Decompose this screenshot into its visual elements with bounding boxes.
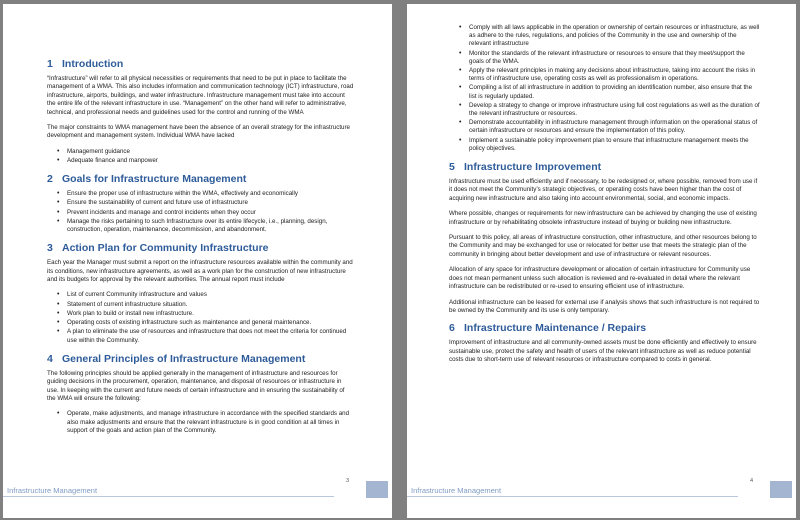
section-title: Goals for Infrastructure Management <box>62 173 247 186</box>
section-5 <box>449 161 760 315</box>
bullet-list <box>47 190 354 234</box>
bullet-list <box>47 410 354 435</box>
list-item: • Demonstrate accountability in infrastructure management through information on the operational status of certain infrastructure or resources and ensure the implementation of this policy. <box>469 119 760 135</box>
paragraph: Where possible, changes or requirements for new infrastructure can be achieved by changing the use of existing infrastructure or by rehabilitating obsolete infrastructure instead of buying or building new infrastructure. <box>449 210 757 226</box>
list-item: • Develop a strategy to change or improve infrastructure using full cost regulations as well as the duration of the relevant infrastructure or resources. <box>469 102 760 118</box>
list-item: • Ensure the proper use of infrastructure within the WMA, effectively and economically <box>67 190 354 198</box>
section-number: 3 <box>47 242 53 255</box>
footer-title: Infrastructure Management <box>7 486 98 495</box>
section-number: 2 <box>47 173 53 186</box>
list-item: • Prevent incidents and manage and control incidents when they occur <box>67 209 354 217</box>
section-2 <box>47 173 354 234</box>
list-item: • Adequate finance and manpower <box>67 157 354 165</box>
paragraph: The major constraints to WMA management have been the absence of an overall strategy for the infrastructure development and management system. Individual WMA have lacked <box>47 124 350 140</box>
paragraph: Improvement of infrastructure and all community-owned assets must be done efficiently and effectively to ensure sustainable use, protect the safety and health of users of the relevant infrastructure as well as reduce potential costs due to short-term use of relevant resources or infrastructure compared to costs in general. <box>449 339 757 364</box>
list-item: • Manage the risks pertaining to such Infrastructure over its entire lifecycle, i.e., planning, design, construction, operation, maintenance, decommission, and abandonment. <box>67 218 354 234</box>
list-item: • Operate, make adjustments, and manage infrastructure in accordance with the specified standards and also make adjustments and ensure that the relevant infrastructure is in good condition at all times in support of the goals and action plan of the Community. <box>67 410 354 435</box>
list-item: • Implement a sustainable policy improvement plan to ensure that infrastructure management meets the policy objectives. <box>469 137 760 153</box>
document-page-4 <box>407 4 796 518</box>
section-number: 1 <box>47 58 53 70</box>
list-item: • Management guidance <box>67 148 354 156</box>
section-1 <box>47 58 354 165</box>
page-4-body <box>449 24 760 372</box>
paragraph: Pursuant to this policy, all areas of infrastructure construction, other infrastructure, and other resources belong to the Community and may be exchanged for use or relocated for better use that meets the strategic plan of the community in bringing about better development and use of infrastructure or relevant resources. <box>449 234 757 258</box>
list-item: • Comply with all laws applicable in the operation or ownership of certain resources or infrastructure, as well as adhere to the rules, regulations, and policies of the Community in the use and ownership of the relevant infrastructure <box>469 24 760 49</box>
page-number: 3 <box>345 478 349 484</box>
section-heading <box>47 173 354 185</box>
paragraph: Allocation of any space for infrastructure development or allocation of certain infrastructure for Community use does not mean permanent unless such allocation is reviewed and re-evaluated in detail where the relevant infrastructure can be redistributed or re-used to ensuring efficient use of infrastructure. <box>449 266 751 291</box>
bullet-list <box>47 291 354 344</box>
list-item: • Monitor the standards of the relevant infrastructure or resources to ensure that they meet/support the goals of the WMA. <box>469 50 760 66</box>
section-heading <box>47 353 354 365</box>
bullet-list <box>47 148 354 165</box>
section-heading <box>449 161 760 173</box>
section-3 <box>47 242 354 344</box>
section-heading <box>47 58 354 70</box>
paragraph: Additional infrastructure can be leased for external use if analysis shows that such infrastructure is not required to be owned by the Community and its use is only temporary. <box>449 298 760 314</box>
section-title: General Principles of Infrastructure Management <box>62 352 306 365</box>
section-title: Introduction <box>62 58 124 70</box>
list-item: • A plan to eliminate the use of resources and infrastructure that does not meet the criteria for continued use within the Community. <box>67 328 354 344</box>
list-item: • Compiling a list of all infrastructure in addition to providing an identification number, also ensure that the list is regularly updated. <box>469 84 760 100</box>
list-item: • Work plan to build or install new infrastructure. <box>67 310 354 318</box>
footer-rule <box>407 496 738 497</box>
section-4 <box>47 353 354 435</box>
footer-accent-block <box>770 481 792 498</box>
section-title: Infrastructure Improvement <box>464 161 602 174</box>
list-item: • Statement of current infrastructure situation. <box>67 301 354 309</box>
section-title: Action Plan for Community Infrastructure <box>62 242 269 255</box>
page-3-body <box>47 52 354 443</box>
paragraph: Infrastructure must be used efficiently and if necessary, to be redesigned or, where possible, removed from use if it does not meet the Community’s strategic objectives, or operating costs have been higher than the cost of acquiring new infrastructure and also taking into account environmental, social, and economic impacts. <box>449 178 758 202</box>
document-page-3 <box>3 4 392 518</box>
section-6 <box>449 322 760 364</box>
paragraph: “Infrastructure” will refer to all physical necessities or requirements that need to be put in place to facilitate the management of a WMA. This also includes information and communication technology (ICT) infrastructure, road infrastructure, airports, buildings, and water infrastructure. Infrastructure management must take into account the entire life of the relevant infrastructure in use. “Management” on the other hand will refer to administrative, technical, and professional needs and guidelines used for the control and running of the WMA <box>47 75 354 116</box>
list-item: • Apply the relevant principles in making any decisions about infrastructure, taking into account the risks in terms of infrastructure use, operating costs as well as professionalism in operations. <box>469 67 760 83</box>
footer-rule <box>3 496 334 497</box>
section-heading <box>449 322 760 334</box>
section-title: Infrastructure Maintenance / Repairs <box>464 322 647 335</box>
list-item: • List of current Community infrastructure and values <box>67 291 354 299</box>
continued-bullet-list <box>449 24 760 153</box>
paragraph: Each year the Manager must submit a report on the infrastructure resources available within the community and its conditions, new infrastructure agreements, as well as a work plan for the construction of new infrastructure and its budgets for approval by the relevant authorities. The annual report must include <box>47 259 353 284</box>
paragraph: The following principles should be applied generally in the management of infrastructure and resources for guiding decisions in the procurement, operation, maintenance, and disposal of resources or infrastructure in use. In keeping with the current and future needs of certain infrastructure and in ensuring the sustainability of the WMA will ensure the following: <box>47 369 345 402</box>
footer-title: Infrastructure Management <box>411 486 502 495</box>
section-heading <box>47 242 354 254</box>
section-number: 5 <box>449 161 455 174</box>
list-item: • Operating costs of existing infrastructure such as maintenance and general maintenance. <box>67 319 354 327</box>
section-number: 4 <box>47 352 53 365</box>
section-number: 6 <box>449 322 455 335</box>
footer-accent-block <box>366 481 388 498</box>
page-number: 4 <box>749 478 753 484</box>
list-item: • Ensure the sustainability of current and future use of infrastructure <box>67 199 354 207</box>
